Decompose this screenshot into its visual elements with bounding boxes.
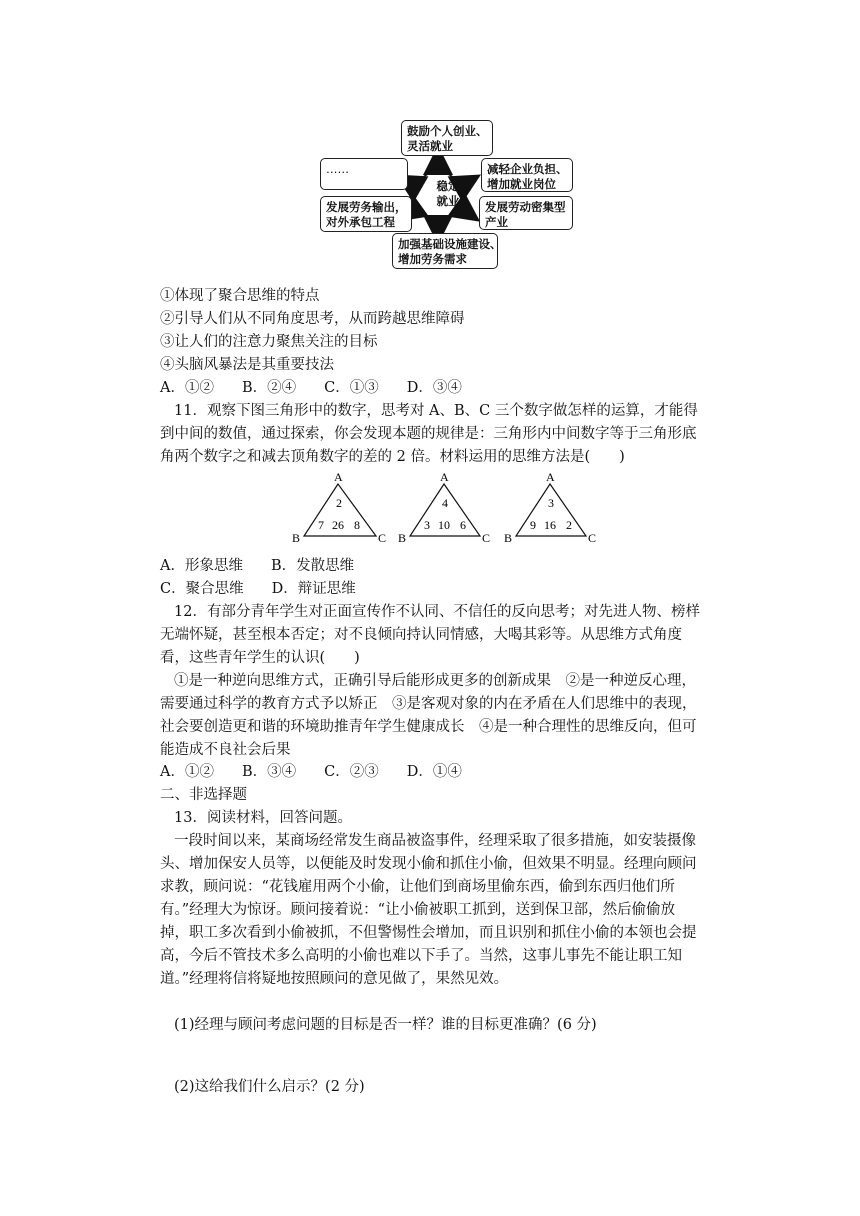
svg-text:A: A xyxy=(546,470,555,484)
q10-option-c[interactable]: C．①③ xyxy=(324,380,379,396)
q10-statement-3: ③让人们的注意力聚焦关注的目标 xyxy=(160,334,378,350)
svg-text:7: 7 xyxy=(318,518,324,532)
svg-text:2: 2 xyxy=(566,518,572,532)
svg-text:A: A xyxy=(440,470,449,484)
box-right-top: 减轻企业负担、 增加就业岗位 xyxy=(481,158,573,192)
q10-option-a[interactable]: A．①② xyxy=(160,380,214,396)
svg-text:16: 16 xyxy=(544,518,556,532)
triangle-2 xyxy=(398,470,490,545)
svg-text:C: C xyxy=(482,531,491,545)
q12-statements: ①是一种逆向思维方式，正确引导后能形成更多的创新成果 ②是一种逆反心理，需要通过科学的教育方式予以矫正 ③是客观对象的内在矛盾在人们思维中的表现，社会要创造更和谐的环境助推青年学生健康成长 ④是一种合理性的思维反向，但可能造成不良社会后果 xyxy=(160,673,697,758)
svg-text:9: 9 xyxy=(530,518,536,532)
q11-option-d[interactable]: D．辩证思维 xyxy=(271,581,356,597)
svg-text:8: 8 xyxy=(354,518,360,532)
svg-text:B: B xyxy=(292,531,301,545)
q10-statement-1: ①体现了聚合思维的特点 xyxy=(160,288,320,304)
box-left-top: …… xyxy=(320,158,408,190)
center-label: 稳定 就业 xyxy=(436,179,460,208)
q11-options-row1 xyxy=(160,555,382,577)
svg-text:A: A xyxy=(334,470,343,484)
box-right-bottom: 发展劳动密集型 产业 xyxy=(479,196,573,230)
svg-text:4: 4 xyxy=(442,496,448,510)
q10-options xyxy=(160,377,490,399)
svg-text:B: B xyxy=(398,531,407,545)
q12-stem: 12．有部分青年学生对正面宣传作不认同、不信任的反向思考；对先进人物、榜样无端怀疑，甚至根本否定；对不良倾向持认同情感，大喝其彩等。从思维方式角度看，这些青年学生的认识( ) xyxy=(160,604,700,666)
q13-title: 13．阅读材料，回答问题。 xyxy=(174,810,352,826)
q12-option-a[interactable]: A．①② xyxy=(160,764,214,780)
q11-option-b[interactable]: B．发散思维 xyxy=(270,558,355,574)
q13-sub2: (2)这给我们什么启示？(2 分) xyxy=(174,1079,365,1095)
q12-option-c[interactable]: C．②③ xyxy=(324,764,379,780)
box-bottom: 加强基础设施建设、 增加劳务需求 xyxy=(392,233,498,269)
box-left-bottom: 发展劳务输出， 对外承包工程 xyxy=(320,196,412,232)
svg-text:2: 2 xyxy=(336,496,342,510)
q11-option-a[interactable]: A．形象思维 xyxy=(160,558,243,574)
q13-sub1: (1)经理与顾问考虑问题的目标是否一样？谁的目标更准确？(6 分) xyxy=(174,1017,597,1033)
q10-statement-2: ②引导人们从不同角度思考，从而跨越思维障碍 xyxy=(160,311,465,327)
box-top: 鼓励个人创业、 灵活就业 xyxy=(401,120,493,156)
svg-text:3: 3 xyxy=(548,496,554,510)
svg-text:10: 10 xyxy=(438,518,450,532)
svg-text:3: 3 xyxy=(424,518,430,532)
q11-option-c[interactable]: C．聚合思维 xyxy=(160,581,244,597)
triangle-1 xyxy=(292,470,386,545)
q11-stem: 11．观察下图三角形中的数字，思考对 A、B、C 三个数字做怎样的运算，才能得到中间的数值，通过探索，你会发现本题的规律是：三角形内中间数字等于三角形底角两个数字之和减去顶角数字的差的 2 倍。材料运用的思维方法是( ) xyxy=(160,403,698,465)
svg-text:26: 26 xyxy=(332,518,344,532)
q12-options xyxy=(160,761,490,783)
q10-option-d[interactable]: D．③④ xyxy=(406,380,462,396)
q11-options-row2 xyxy=(160,578,384,600)
section-heading: 二、非选择题 xyxy=(160,787,247,803)
q10-option-b[interactable]: B．②④ xyxy=(241,380,297,396)
svg-text:C: C xyxy=(588,531,597,545)
q10-statement-4: ④头脑风暴法是其重要技法 xyxy=(160,357,334,373)
svg-text:6: 6 xyxy=(460,518,466,532)
triangle-figure xyxy=(290,470,610,548)
triangle-3 xyxy=(504,470,596,545)
q13-material: 一段时间以来，某商场经常发生商品被盗事件，经理采取了很多措施，如安装摄像头、增加保安人员等，以便能及时发现小偷和抓住小偷，但效果不明显。经理向顾问求教，顾问说：“花钱雇用两个小偷，让他们到商场里偷东西，偷到东西归他们所有。”经理大为惊讶。顾问接着说：“让小偷被职工抓到，送到保卫部，然后偷偷放掉，职工多次看到小偷被抓，不但警惕性会增加，而且识别和抓住小偷的本领也会提高，今后不管技术多么高明的小偷也难以下手了。当然，这事儿事先不能让职工知道。”经理将信将疑地按照顾问的意见做了，果然见效。 xyxy=(160,833,697,987)
svg-text:C: C xyxy=(378,531,387,545)
q12-option-d[interactable]: D．①④ xyxy=(406,764,462,780)
q12-option-b[interactable]: B．③④ xyxy=(241,764,297,780)
svg-text:B: B xyxy=(504,531,513,545)
